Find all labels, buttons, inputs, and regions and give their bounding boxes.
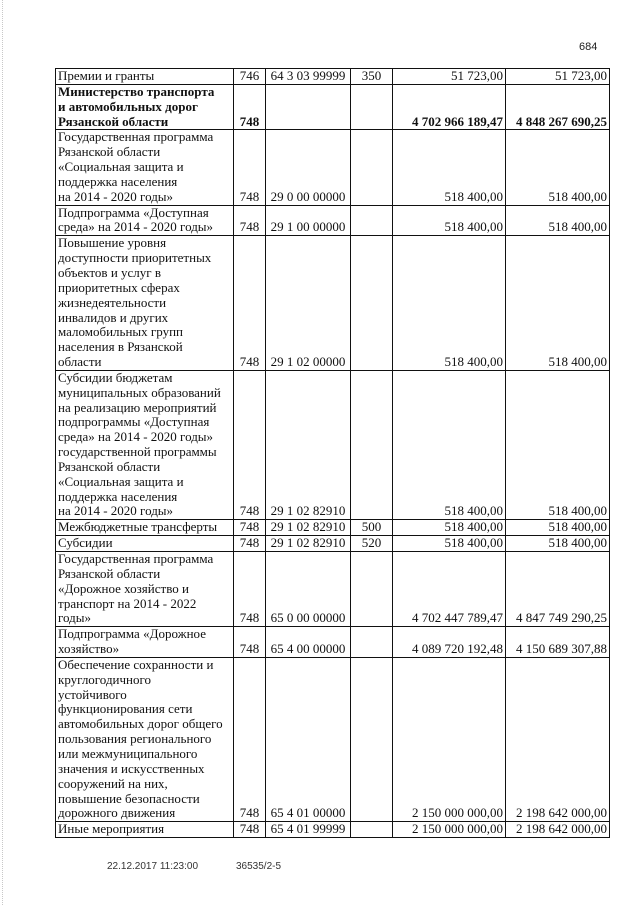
cell-expense-type (351, 370, 393, 519)
cell-amount-2: 2 198 642 000,00 (506, 657, 610, 821)
table-row (56, 536, 610, 552)
table-row (56, 236, 610, 371)
cell-target-article: 29 1 02 82910 (266, 370, 351, 519)
cell-name: Межбюджетные трансферты (56, 520, 234, 536)
cell-department-code: 748 (234, 370, 266, 519)
cell-target-article: 29 1 02 82910 (266, 520, 351, 536)
cell-expense-type (351, 657, 393, 821)
cell-name: Министерство транспорта и автомобильных дорог Рязанской области (56, 84, 234, 130)
cell-target-article: 65 0 00 00000 (266, 552, 351, 627)
cell-name: Субсидии (56, 536, 234, 552)
cell-target-article: 65 4 00 00000 (266, 627, 351, 658)
cell-name: Повышение уровня доступности приоритетных объектов и услуг в приоритетных сферах жизнедеятельности инвалидов и других маломобильных групп населения в Рязанской области (56, 236, 234, 371)
cell-amount-2: 518 400,00 (506, 205, 610, 236)
scan-edge-mark (2, 0, 3, 905)
cell-name: Иные мероприятия (56, 822, 234, 838)
cell-amount-1: 4 702 447 789,47 (393, 552, 506, 627)
cell-amount-2: 518 400,00 (506, 536, 610, 552)
cell-target-article: 29 1 00 00000 (266, 205, 351, 236)
cell-amount-1: 518 400,00 (393, 205, 506, 236)
cell-department-code: 748 (234, 84, 266, 130)
cell-department-code: 748 (234, 536, 266, 552)
table-row (56, 130, 610, 205)
table-row (56, 627, 610, 658)
cell-department-code: 748 (234, 205, 266, 236)
cell-amount-1: 4 702 966 189,47 (393, 84, 506, 130)
cell-amount-2: 4 150 689 307,88 (506, 627, 610, 658)
cell-expense-type: 500 (351, 520, 393, 536)
cell-department-code: 748 (234, 130, 266, 205)
footer-document-id: 36535/2-5 (236, 861, 282, 872)
cell-department-code: 748 (234, 657, 266, 821)
cell-amount-2: 518 400,00 (506, 520, 610, 536)
cell-name: Государственная программа Рязанской области «Дорожное хозяйство и транспорт на 2014 - 2022 годы» (56, 552, 234, 627)
cell-amount-1: 518 400,00 (393, 236, 506, 371)
cell-amount-1: 518 400,00 (393, 520, 506, 536)
cell-name: Государственная программа Рязанской области «Социальная защита и поддержка населения на 2014 - 2020 годы» (56, 130, 234, 205)
table-row (56, 520, 610, 536)
cell-target-article: 29 1 02 00000 (266, 236, 351, 371)
cell-amount-1: 2 150 000 000,00 (393, 822, 506, 838)
table-row (56, 370, 610, 519)
cell-expense-type (351, 822, 393, 838)
table-row (56, 822, 610, 838)
cell-expense-type (351, 130, 393, 205)
cell-amount-1: 518 400,00 (393, 370, 506, 519)
cell-department-code: 748 (234, 236, 266, 371)
cell-expense-type (351, 205, 393, 236)
cell-target-article: 29 0 00 00000 (266, 130, 351, 205)
cell-amount-2: 518 400,00 (506, 236, 610, 371)
cell-amount-1: 51 723,00 (393, 69, 506, 85)
page-number: 684 (579, 41, 598, 53)
table-row (56, 205, 610, 236)
cell-amount-2: 51 723,00 (506, 69, 610, 85)
cell-amount-2: 518 400,00 (506, 370, 610, 519)
table-row (56, 552, 610, 627)
cell-amount-2: 2 198 642 000,00 (506, 822, 610, 838)
cell-amount-2: 4 848 267 690,25 (506, 84, 610, 130)
cell-target-article: 64 3 03 99999 (266, 69, 351, 85)
cell-name: Обеспечение сохранности и круглогодичного устойчивого функционирования сети автомобильных дорог общего пользования регионального или межмуниципального значения и искусственных сооружений на них, повышение безопасности дорожного движения (56, 657, 234, 821)
cell-expense-type (351, 84, 393, 130)
cell-expense-type (351, 552, 393, 627)
cell-expense-type: 350 (351, 69, 393, 85)
footer-timestamp: 22.12.2017 11:23:00 (107, 861, 199, 872)
cell-name: Подпрограмма «Доступная среда» на 2014 - 2020 годы» (56, 205, 234, 236)
cell-name: Подпрограмма «Дорожное хозяйство» (56, 627, 234, 658)
table-row (56, 657, 610, 821)
table-row (56, 69, 610, 85)
cell-amount-1: 518 400,00 (393, 536, 506, 552)
cell-amount-1: 518 400,00 (393, 130, 506, 205)
cell-department-code: 748 (234, 520, 266, 536)
cell-amount-1: 2 150 000 000,00 (393, 657, 506, 821)
table-row (56, 84, 610, 130)
cell-department-code: 748 (234, 822, 266, 838)
cell-department-code: 746 (234, 69, 266, 85)
cell-expense-type (351, 627, 393, 658)
cell-amount-1: 4 089 720 192,48 (393, 627, 506, 658)
cell-name: Субсидии бюджетам муниципальных образований на реализацию мероприятий подпрограммы «Доступная среда» на 2014 - 2020 годы» государственной программы Рязанской области «Социальная защита и поддержка населения на 2014 - 2020 годы» (56, 370, 234, 519)
cell-target-article: 65 4 01 00000 (266, 657, 351, 821)
cell-department-code: 748 (234, 627, 266, 658)
cell-expense-type: 520 (351, 536, 393, 552)
cell-target-article: 29 1 02 82910 (266, 536, 351, 552)
cell-expense-type (351, 236, 393, 371)
cell-department-code: 748 (234, 552, 266, 627)
cell-amount-2: 4 847 749 290,25 (506, 552, 610, 627)
cell-name: Премии и гранты (56, 69, 234, 85)
budget-table (55, 68, 610, 838)
cell-amount-2: 518 400,00 (506, 130, 610, 205)
cell-target-article: 65 4 01 99999 (266, 822, 351, 838)
cell-target-article (266, 84, 351, 130)
